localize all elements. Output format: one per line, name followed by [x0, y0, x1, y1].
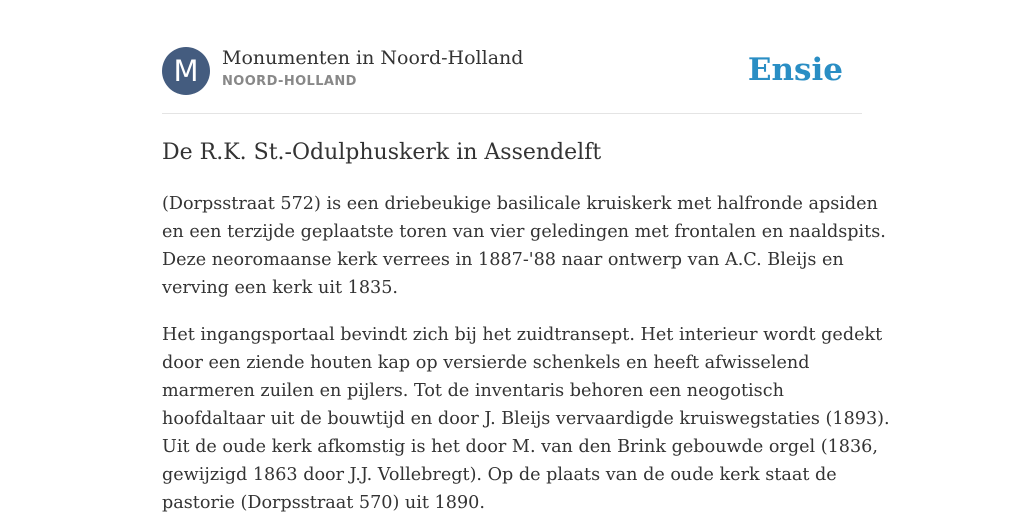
- paragraph-line: en een terzijde geplaatste toren van vier geledingen met frontalen en naaldspits.: [162, 222, 886, 242]
- article-paragraph: [162, 190, 886, 302]
- avatar[interactable]: M: [162, 47, 210, 95]
- paragraph-line: Deze neoromaanse kerk verrees in 1887-'88 naar ontwerp van A.C. Bleijs en: [162, 250, 844, 270]
- header-divider: [162, 113, 862, 114]
- site-title[interactable]: Monumenten in Noord-Holland: [222, 47, 524, 69]
- header: [162, 46, 862, 96]
- ensie-logo[interactable]: Ensie: [747, 52, 843, 88]
- paragraph-line: door een ziende houten kap op versierde schenkels en heeft afwisselend: [162, 353, 810, 373]
- article-title: De R.K. St.-Odulphuskerk in Assendelft: [162, 140, 602, 165]
- site-subtitle[interactable]: NOORD-HOLLAND: [222, 74, 357, 89]
- paragraph-line: marmeren zuilen en pijlers. Tot de inventaris behoren een neogotisch: [162, 381, 784, 401]
- paragraph-line: Het ingangsportaal bevindt zich bij het zuidtransept. Het interieur wordt gedekt: [162, 325, 883, 345]
- paragraph-line: pastorie (Dorpsstraat 570) uit 1890.: [162, 493, 485, 512]
- paragraph-line: gewijzigd 1863 door J.J. Vollebregt). Op de plaats van de oude kerk staat de: [162, 465, 837, 485]
- article-paragraph: [162, 321, 890, 512]
- paragraph-line: verving een kerk uit 1835.: [162, 278, 398, 298]
- paragraph-line: hoofdaltaar uit de bouwtijd en door J. Bleijs vervaardigde kruiswegstaties (1893).: [162, 409, 890, 429]
- paragraph-line: (Dorpsstraat 572) is een driebeukige basilicale kruiskerk met halfronde apsiden: [162, 194, 878, 214]
- article-body: [162, 190, 890, 512]
- paragraph-line: Uit de oude kerk afkomstig is het door M. van den Brink gebouwde orgel (1836,: [162, 437, 878, 457]
